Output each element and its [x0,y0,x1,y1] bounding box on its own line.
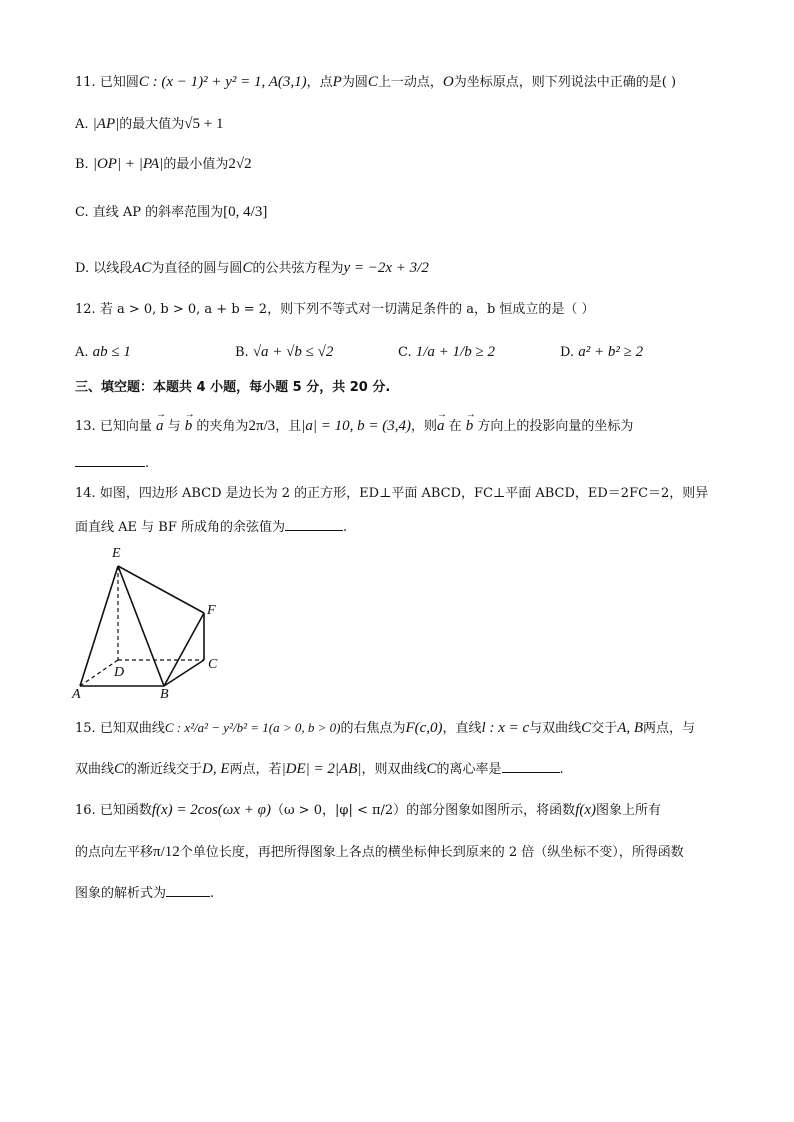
q16-line1: 16. 已知函数f(x) = 2cos(ωx + φ)（ω > 0，|φ| < π/2）的部分图象如图所示，将函数f(x)图象上所有 [75,802,662,818]
section-heading: 三、填空题：本题共 4 小题，每小题 5 分，共 20 分. [75,380,391,395]
label-b: B [160,687,169,702]
q15-line1: 15. 已知双曲线C : x²/a² − y²/b² = 1(a > 0, b > 0)的右焦点为F(c,0)，直线l : x = c与双曲线C交于A, B两点，与 [75,720,696,736]
edge-ad-hidden [80,660,118,686]
edge-ef [118,566,204,613]
label-e: E [112,546,121,561]
q15-line2: 双曲线C的渐近线交于D, E两点，若|DE| = 2|AB|，则双曲线C的离心率是 . [75,758,564,780]
label-c: C [208,657,218,672]
edge-be [118,566,164,686]
q13-blank[interactable] [75,452,145,467]
q12-option-c: C. 1/a + 1/b ≥ 2 [398,344,495,360]
q15-hyperbola: C : x²/a² − y²/b² = 1(a > 0, b > 0) [164,720,341,735]
q15-blank[interactable] [502,758,560,773]
q14-figure [70,540,230,702]
q12-option-a: A. ab ≤ 1 [75,344,131,360]
label-d: D [114,665,125,680]
q11-circle-equation: C : (x − 1)² + y² = 1, A(3,1) [138,74,307,90]
q11-stem: 11. 已知圆C : (x − 1)² + y² = 1, A(3,1)，点P为圆C上一动点，O为坐标原点，则下列说法中正确的是( ) [75,74,677,90]
q11-option-d: D. 以线段AC为直径的圆与圆C的公共弦方程为y = −2x + 3/2 [75,260,429,276]
label-f: F [207,603,216,618]
q13-answer-line: . [75,452,149,474]
q11-option-c: C. 直线 AP 的斜率范围为[0, 4/3] [75,204,268,220]
q12-option-b: B. √a + √b ≤ √2 [235,344,334,360]
q14-line1: 14. 如图，四边形 ABCD 是边长为 2 的正方形，ED⊥平面 ABCD，FC⊥平面 ABCD，ED＝2FC＝2，则异 [75,486,709,501]
q12-option-d: D. a² + b² ≥ 2 [560,344,644,360]
edge-bc [164,660,204,686]
edge-ae [80,566,118,686]
q12-stem: 12. 若 a > 0, b > 0, a + b = 2，则下列不等式对一切满足条件的 a，b 恒成立的是（ ） [75,302,595,317]
q14-line2: 面直线 AE 与 BF 所成角的余弦值为 . [75,516,347,538]
q16-line2: 的点向左平移π/12个单位长度，再把所得图象上各点的横坐标伸长到原来的 2 倍（纵坐标不变），所得函数 [75,844,684,860]
q13-stem: 13. 已知向量 → a 与 → b 的夹角为2π/3，且|a| = 10, b = (3,4)，则→ a 在 → b 方向上的投影向量的坐标为 [75,416,633,437]
q14-blank[interactable] [285,516,343,531]
q11-option-b: B. |OP| + |PA|的最小值为2√2 [75,156,252,172]
edge-bf [164,613,204,686]
label-a: A [72,687,81,702]
q16-function: f(x) = 2cos(ωx + φ) [151,802,271,818]
q16-blank[interactable] [166,882,210,897]
q11-option-a: A. |AP|的最大值为√5 + 1 [75,116,224,132]
q16-line3: 图象的解析式为 . [75,882,214,904]
